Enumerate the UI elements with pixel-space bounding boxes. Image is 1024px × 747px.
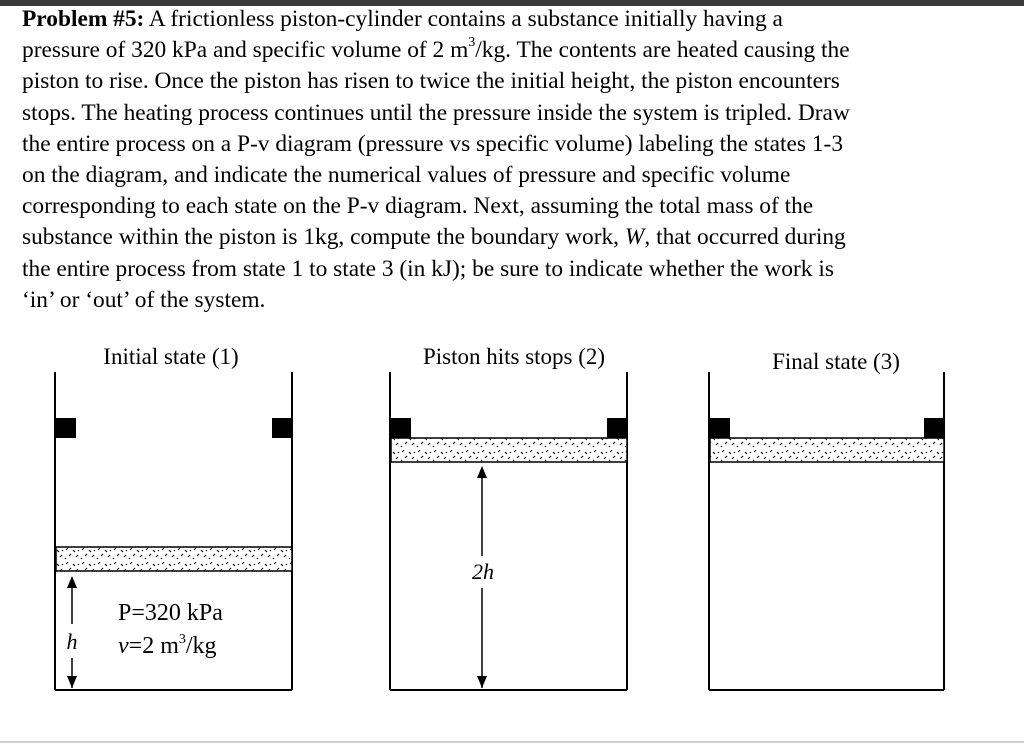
text-line-10: ‘in’ or ‘out’ of the system. xyxy=(22,286,266,313)
stop-left xyxy=(710,418,730,438)
piston xyxy=(391,438,627,462)
text-line-3: piston to rise. Once the piston has risen to twice the initial height, the piston encounters xyxy=(22,68,840,95)
stop-left xyxy=(391,418,411,438)
text-line-4: stops. The heating process continues until the pressure inside the system is tripled. Draw xyxy=(22,99,850,126)
text-line-2-superscript: 3 xyxy=(468,34,476,51)
stop-left xyxy=(56,418,76,438)
text-line-5: the entire process on a P-v diagram (pressure vs specific volume) labeling the states 1-3 xyxy=(22,130,844,157)
height-label-h: h xyxy=(66,629,78,654)
problem-heading: Problem #5: xyxy=(22,6,145,32)
text-line-2a: pressure of 320 kPa and specific volume of 2 m xyxy=(22,37,469,64)
text-line-2b: /kg. The contents are heated causing the xyxy=(475,37,850,64)
height-label-2h: 2h xyxy=(472,559,494,584)
pressure-label: P=320 kPa xyxy=(118,600,223,626)
text-line-8a: substance within the piston is 1kg, compute the boundary work, xyxy=(22,224,625,251)
text-line-1-body: A frictionless piston-cylinder contains a substance initially having a xyxy=(148,6,783,32)
figure-final-state xyxy=(709,349,944,690)
bottom-border xyxy=(0,741,1024,743)
stop-right xyxy=(607,418,627,438)
caption-state-3: Final state (3) xyxy=(772,349,900,374)
volume-unit: /kg xyxy=(185,633,217,659)
text-line-9: the entire process from state 1 to state 3 (in kJ); be sure to indicate whether the work is xyxy=(22,255,834,282)
height-arrow-down xyxy=(67,676,77,688)
figure-initial-state xyxy=(55,344,292,690)
text-line-7: corresponding to each state on the P-v diagram. Next, assuming the total mass of the xyxy=(22,193,814,220)
figure-piston-hits-stops xyxy=(390,344,627,690)
caption-state-1: Initial state (1) xyxy=(103,344,239,369)
text-line-8b: , that occurred during xyxy=(644,224,846,251)
volume-label xyxy=(118,632,217,659)
volume-superscript: 3 xyxy=(178,632,186,647)
height-arrow-up xyxy=(477,466,487,478)
stop-right xyxy=(924,418,944,438)
volume-symbol: v xyxy=(118,633,129,659)
height-arrow-down xyxy=(477,676,487,688)
stop-right xyxy=(272,418,292,438)
caption-state-2: Piston hits stops (2) xyxy=(422,344,606,369)
volume-value: =2 m xyxy=(128,633,179,659)
text-line-6: on the diagram, and indicate the numerical values of pressure and specific volume xyxy=(22,162,791,189)
height-arrow-up xyxy=(67,576,77,588)
work-symbol: W xyxy=(624,224,645,251)
piston xyxy=(56,547,292,571)
piston xyxy=(710,438,944,462)
